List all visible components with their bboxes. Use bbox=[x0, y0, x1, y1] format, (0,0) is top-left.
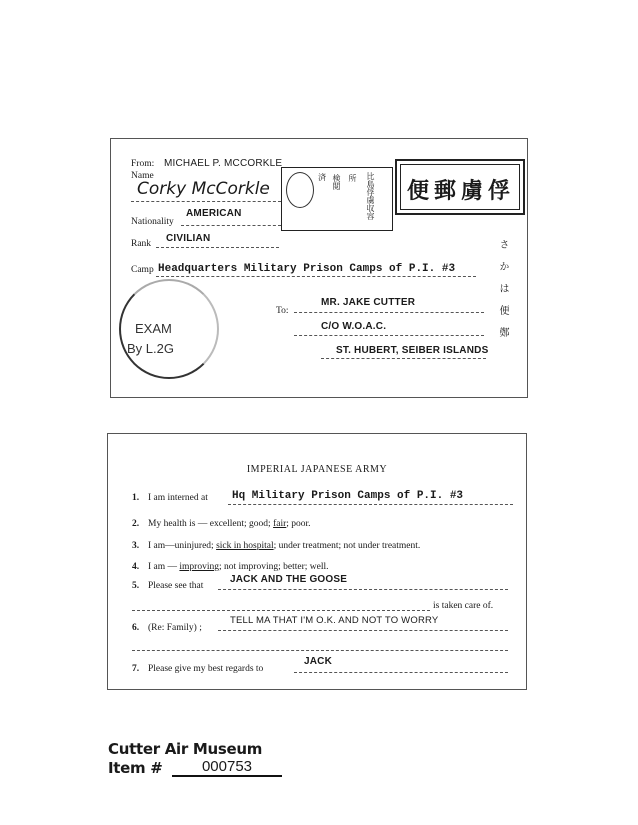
pow-mail-header bbox=[395, 159, 525, 215]
rank-value: CIVILIAN bbox=[166, 233, 211, 244]
camp-label: Camp bbox=[131, 265, 154, 275]
postmark-exam-text: EXAM bbox=[135, 321, 172, 336]
item-number-value: 000753 bbox=[172, 758, 282, 777]
family-message-value: TELL MA THAT I'M O.K. AND NOT TO WORRY bbox=[230, 615, 439, 626]
form-line-6: 6. (Re: Family) ; bbox=[132, 623, 202, 633]
form-line-3: 3. I am—uninjured; sick in hospital; under treatment; not under treatment. bbox=[132, 541, 421, 551]
health-selected: fair bbox=[273, 519, 287, 529]
pow-mail-kanji: 俘虜郵便 bbox=[407, 179, 516, 204]
seal-col-2: 検閲 bbox=[332, 174, 341, 190]
censor-seal bbox=[281, 167, 393, 231]
form-line-2: 2. My health is — excellent; good; fair; poor. bbox=[132, 519, 311, 529]
form-line-7: 7. Please give my best regards to bbox=[132, 664, 264, 674]
nationality-dashline bbox=[181, 225, 281, 226]
to-line-1: MR. JAKE CUTTER bbox=[321, 297, 416, 308]
name-signature: Corky McCorkle bbox=[137, 179, 270, 199]
form-line-5: 5. Please see that bbox=[132, 581, 204, 591]
to-line-2: C/O W.O.A.C. bbox=[321, 321, 387, 332]
see-that-value: JACK AND THE GOOSE bbox=[230, 574, 348, 585]
from-value: MICHAEL P. MCCORKLE bbox=[164, 158, 283, 169]
nationality-value: AMERICAN bbox=[186, 208, 242, 219]
condition-selected: sick in hospital bbox=[216, 541, 274, 551]
seal-col-4: 比島俘虜収容 bbox=[366, 172, 375, 220]
seal-col-1: 済 bbox=[318, 173, 326, 182]
rank-label: Rank bbox=[131, 239, 152, 249]
museum-name: Cutter Air Museum bbox=[108, 740, 263, 758]
name-label: Name bbox=[131, 171, 154, 181]
name-dashline bbox=[131, 201, 281, 202]
postmark-by-text: By L.2G bbox=[127, 341, 174, 356]
form-line-1: 1. I am interned at bbox=[132, 493, 208, 503]
card-title: IMPERIAL JAPANESE ARMY bbox=[246, 464, 388, 475]
camp-value: Headquarters Military Prison Camps of P.I. #3 bbox=[158, 263, 456, 275]
seal-mark-icon bbox=[286, 172, 314, 208]
interned-at-value: Hq Military Prison Camps of P.I. #3 bbox=[232, 490, 464, 502]
side-vertical-text: さかは便鄭 bbox=[497, 239, 508, 349]
regards-to-value: JACK bbox=[304, 656, 333, 667]
postcard-back bbox=[107, 433, 527, 690]
postmark-stamp bbox=[119, 279, 219, 379]
to-label: To: bbox=[276, 306, 289, 316]
item-number-label: Item # bbox=[108, 759, 163, 777]
taken-care-text: is taken care of. bbox=[433, 601, 494, 611]
form-line-4: 4. I am — improving; not improving; better; well. bbox=[132, 562, 329, 572]
camp-dashline bbox=[156, 276, 476, 277]
seal-col-3: 所 bbox=[348, 174, 357, 182]
progress-selected: improving bbox=[179, 562, 219, 572]
rank-dashline bbox=[156, 247, 279, 248]
to-line-3: ST. HUBERT, SEIBER ISLANDS bbox=[336, 345, 489, 356]
from-label: From: bbox=[131, 159, 155, 169]
nationality-label: Nationality bbox=[131, 217, 174, 227]
postcard-front bbox=[110, 138, 528, 398]
